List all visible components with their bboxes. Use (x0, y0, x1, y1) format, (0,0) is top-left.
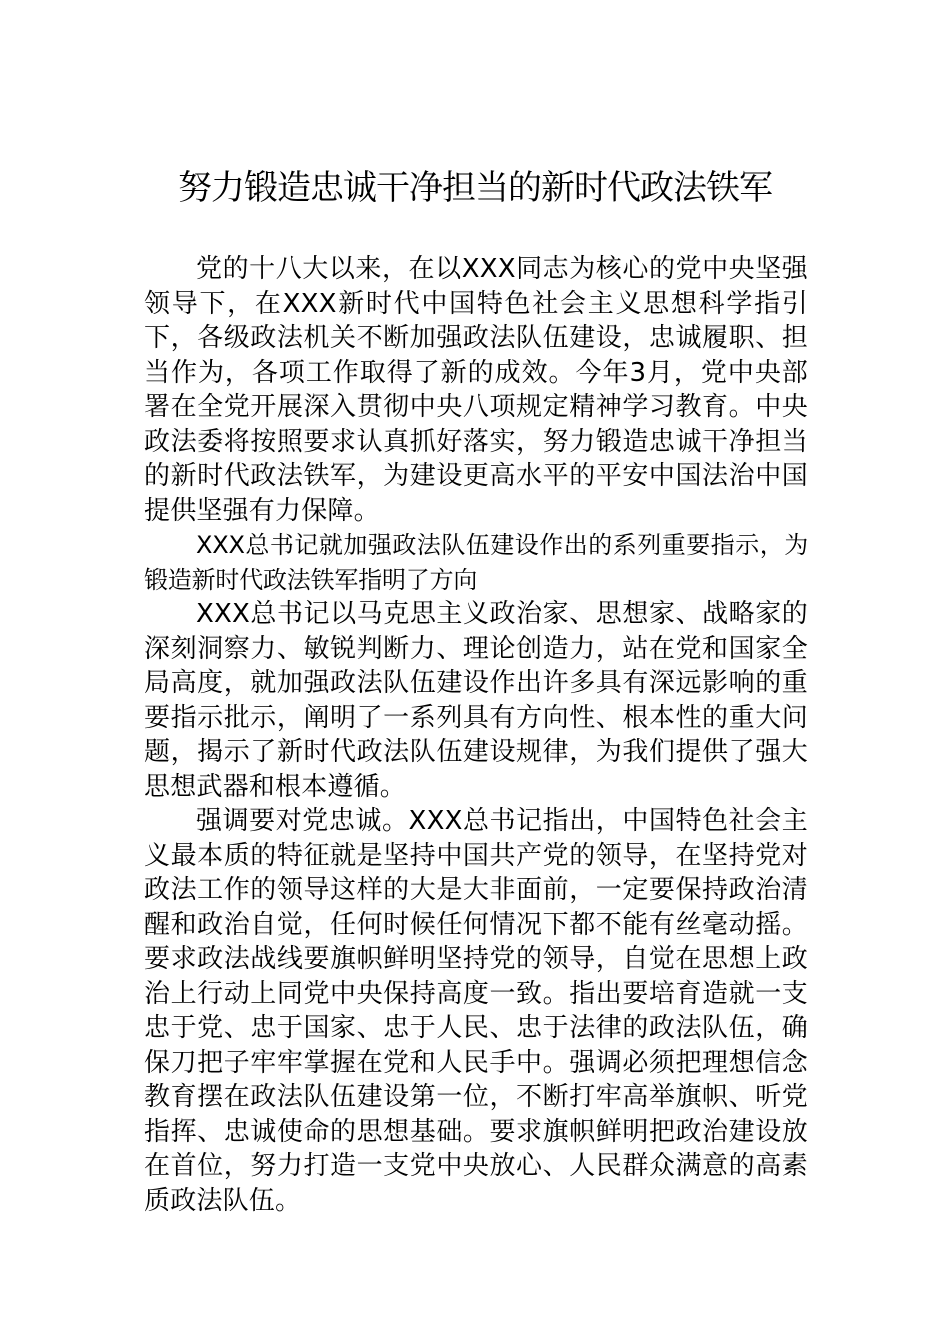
paragraph-overview: XXX总书记以马克思主义政治家、思想家、战略家的深刻洞察力、敏锐判断力、理论创造力，站在党和国家全局高度，就加强政法队伍建设作出许多具有深远影响的重要指示批示，阐明了一系列具有方向性、根本性的重大问题，揭示了新时代政法队伍建设规律，为我们提供了强大思想武器和根本遵循。 (144, 599, 808, 802)
section-heading: XXX总书记就加强政法队伍建设作出的系列重要指示，为锻造新时代政法铁军指明了方向 (144, 531, 808, 594)
paragraph-intro: 党的十八大以来，在以XXX同志为核心的党中央坚强领导下，在XXX新时代中国特色社会主义思想科学指引下，各级政法机关不断加强政法队伍建设，忠诚履职、担当作为，各项工作取得了新的成效。今年3月，党中央部署在全党开展深入贯彻中央八项规定精神学习教育。中央政法委将按照要求认真抓好落实，努力锻造忠诚干净担当的新时代政法铁军，为建设更高水平的平安中国法治中国提供坚强有力保障。 (144, 254, 808, 526)
paragraph-loyalty: 强调要对党忠诚。XXX总书记指出，中国特色社会主义最本质的特征就是坚持中国共产党的领导，在坚持党对政法工作的领导这样的大是大非面前，一定要保持政治清醒和政治自觉，任何时候任何情况下都不能有丝毫动摇。要求政法战线要旗帜鲜明坚持党的领导，自觉在思想上政治上行动上同党中央保持高度一致。指出要培育造就一支忠于党、忠于国家、忠于人民、忠于法律的政法队伍，确保刀把子牢牢掌握在党和人民手中。强调必须把理想信念教育摆在政法队伍建设第一位，不断打牢高举旗帜、听党指挥、忠诚使命的思想基础。要求旗帜鲜明把政治建设放在首位，努力打造一支党中央放心、人民群众满意的高素质政法队伍。 (144, 806, 808, 1216)
document-title: 努力锻造忠诚干净担当的新时代政法铁军 (178, 168, 772, 208)
document-body (144, 252, 808, 1218)
